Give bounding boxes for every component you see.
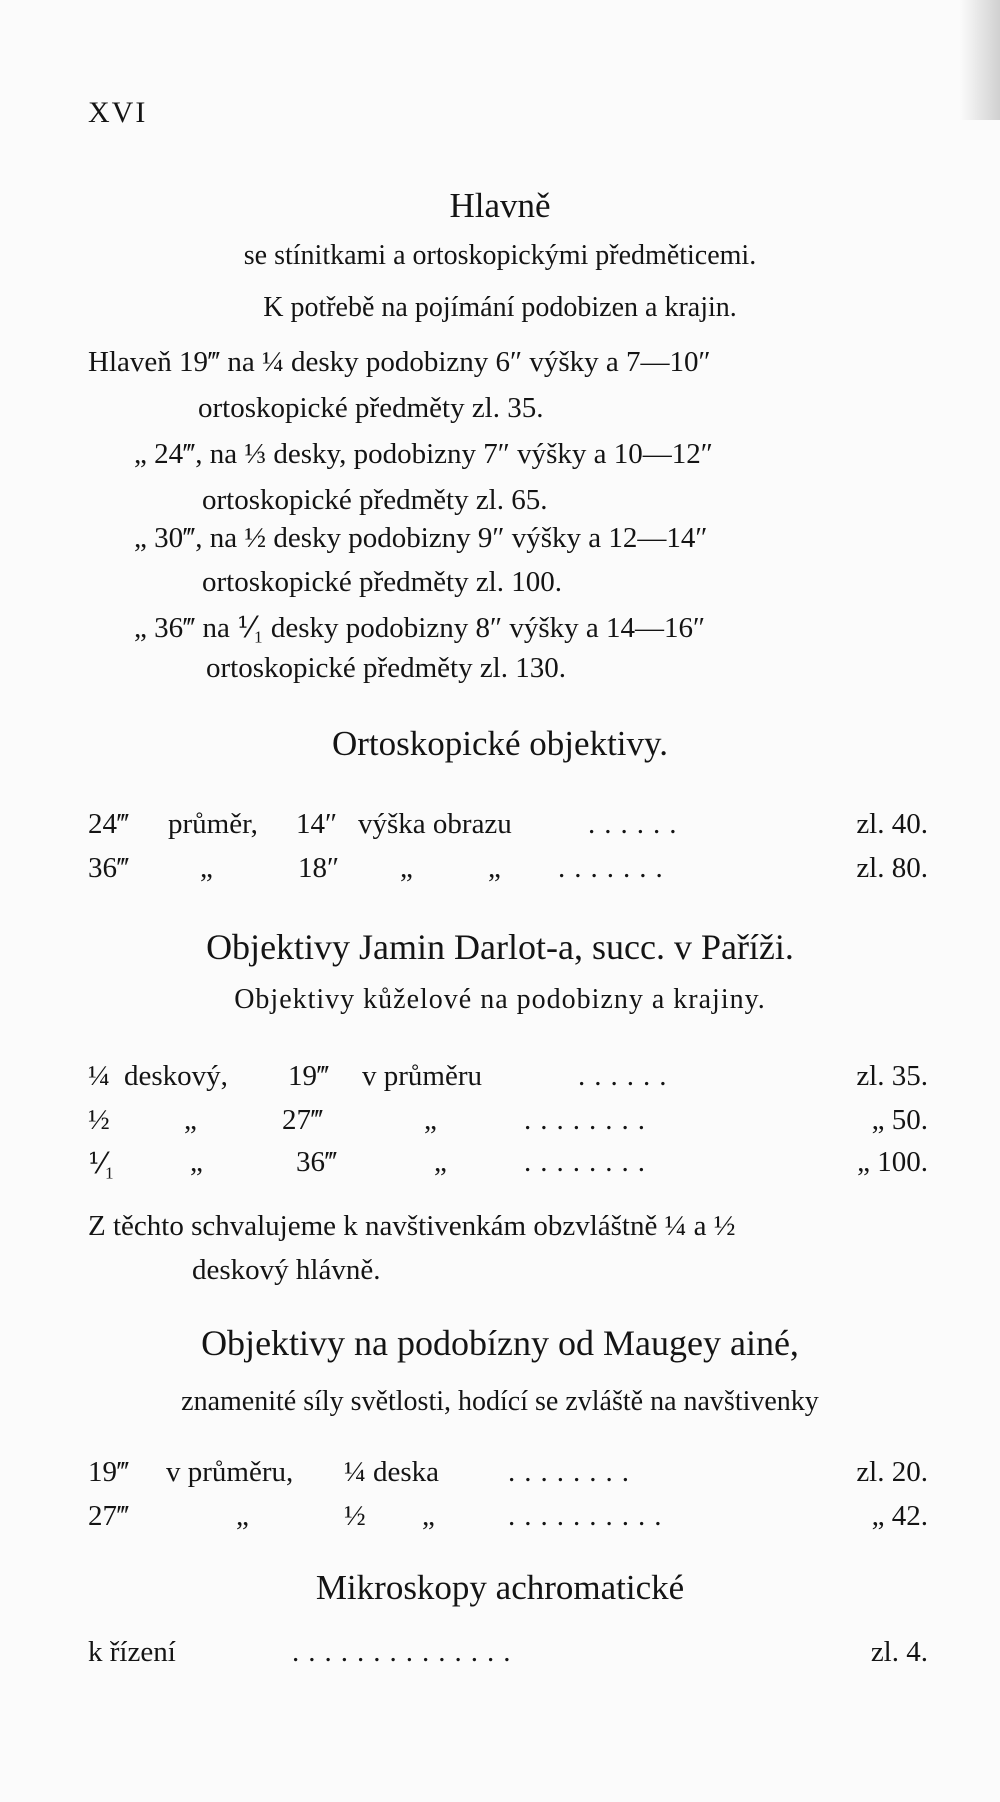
- entry-4-line-1: „ 36‴ na ⅟₁ desky podobizny 8″ výšky a 14—16″: [134, 612, 706, 644]
- entry-1-line-2: ortoskopické předměty zl. 35.: [198, 392, 544, 424]
- section-title-mikroskopy: Mikroskopy achromatické: [315, 1568, 685, 1607]
- ditto-mark: „: [434, 1146, 447, 1178]
- label: v průměru,: [166, 1456, 294, 1488]
- diameter: 19‴: [88, 1456, 130, 1488]
- plate-size: ½: [344, 1500, 366, 1532]
- section-title-maugey: Objektivy na podobízny od Maugey ainé,: [201, 1323, 799, 1363]
- ditto-mark: „: [184, 1104, 197, 1136]
- diameter: 27‴: [88, 1500, 130, 1532]
- price: zl. 80.: [856, 852, 928, 884]
- section-subtitle-kuzelove: Objektivy kůželové na podobizny a krajiny.: [234, 984, 766, 1015]
- entry-1-line-1: Hlaveň 19‴ na ¼ desky podobizny 6″ výšky a 7—10″: [88, 346, 711, 378]
- label: deskový,: [124, 1060, 228, 1092]
- leader-dots: ......: [578, 1060, 676, 1092]
- price: „ 42.: [871, 1500, 928, 1532]
- price: „ 100.: [857, 1146, 928, 1178]
- entry-3-line-1: „ 30‴, na ½ desky podobizny 9″ výšky a 12—14″: [134, 522, 708, 554]
- entry-4-line-2: ortoskopické předměty zl. 130.: [206, 652, 566, 684]
- ditto-mark: „: [488, 852, 501, 884]
- ditto-mark: „: [200, 852, 213, 884]
- item-label: k řízení: [88, 1636, 176, 1668]
- price: zl. 20.: [856, 1456, 928, 1488]
- leader-dots: .......: [558, 852, 672, 884]
- plate-size: ¼ deska: [344, 1456, 440, 1488]
- label: výška obrazu: [358, 808, 512, 840]
- price: zl. 40.: [856, 808, 928, 840]
- section-subtitle-1: se stínitkami a ortoskopickými předměticemi.: [243, 240, 757, 271]
- price: zl. 35.: [856, 1060, 928, 1092]
- leader-dots: ......: [588, 808, 686, 840]
- label: v průměru: [362, 1060, 482, 1092]
- leader-dots: ..............: [292, 1636, 520, 1668]
- ditto-mark: „: [424, 1104, 437, 1136]
- price: „ 50.: [871, 1104, 928, 1136]
- ditto-mark: „: [422, 1500, 435, 1532]
- price: zl. 4.: [870, 1636, 928, 1668]
- entry-2-line-1: „ 24‴, na ⅓ desky, podobizny 7″ výšky a 10—12″: [134, 438, 713, 470]
- page-number: XVI: [88, 96, 148, 129]
- diameter: 36‴: [88, 852, 130, 884]
- leader-dots: ........: [508, 1456, 638, 1488]
- plate-size: ½: [88, 1104, 110, 1136]
- section-title-hlavne: Hlavně: [449, 186, 551, 225]
- section-subtitle-maugey: znamenité síly světlosti, hodící se zvláště na navštivenky: [181, 1386, 819, 1417]
- plate-size: ¼: [88, 1060, 110, 1092]
- ditto-mark: „: [190, 1146, 203, 1178]
- height: 18″: [298, 852, 340, 884]
- ditto-mark: „: [400, 852, 413, 884]
- page-edge-shadow: [960, 0, 1000, 120]
- diameter: 24‴: [88, 808, 130, 840]
- diameter: 36‴: [296, 1146, 338, 1178]
- recommendation-note-line-2: deskový hlávně.: [192, 1254, 381, 1286]
- diameter: 19‴: [288, 1060, 330, 1092]
- ditto-mark: „: [236, 1500, 249, 1532]
- entry-2-line-2: ortoskopické předměty zl. 65.: [202, 484, 548, 516]
- section-title-jamin-darlot: Objektivy Jamin Darlot-a, succ. v Paříži.: [206, 927, 794, 967]
- section-title-ortoskopicke: Ortoskopické objektivy.: [331, 724, 668, 763]
- entry-3-line-2: ortoskopické předměty zl. 100.: [202, 566, 562, 598]
- plate-size: ⅟₁: [88, 1148, 115, 1180]
- leader-dots: ........: [524, 1104, 654, 1136]
- section-subtitle-2: K potřebě na pojímání podobizen a krajin.: [263, 292, 737, 323]
- leader-dots: ..........: [508, 1500, 671, 1532]
- recommendation-note-line-1: Z těchto schvalujeme k navštivenkám obzvláštně ¼ a ½: [88, 1210, 736, 1242]
- height: 14″: [296, 808, 338, 840]
- label: průměr,: [168, 808, 258, 840]
- diameter: 27‴: [282, 1104, 324, 1136]
- leader-dots: ........: [524, 1146, 654, 1178]
